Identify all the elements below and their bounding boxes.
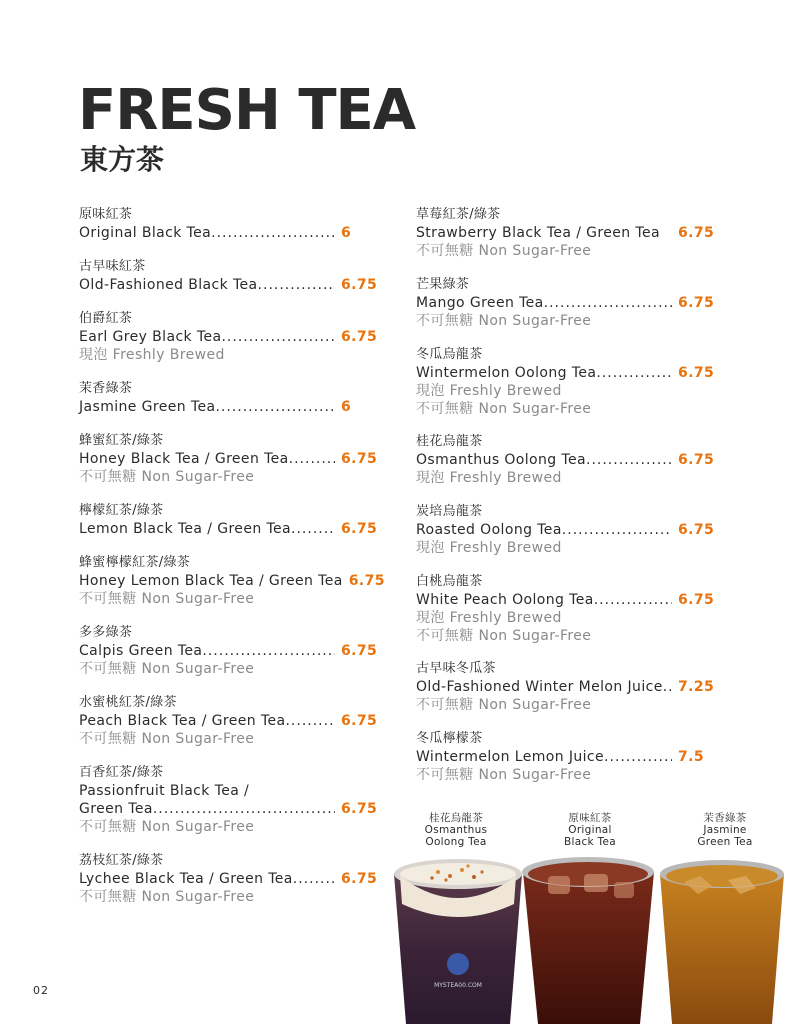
item-price: 6: [341, 225, 352, 241]
item-chinese-name: 冬瓜烏龍茶: [416, 347, 483, 362]
item-price: 6: [341, 399, 352, 415]
item-note: 不可無糖 Non Sugar-Free: [416, 401, 592, 417]
item-chinese-name: 白桃烏龍茶: [416, 574, 483, 589]
item-name: Peach Black Tea / Green Tea: [79, 713, 286, 729]
item-name: Strawberry Black Tea / Green Tea: [416, 225, 660, 241]
item-note: 現泡 Freshly Brewed: [416, 383, 562, 399]
item-chinese-name: 炭培烏龍茶: [416, 504, 483, 519]
item-name: Lemon Black Tea / Green Tea: [79, 521, 292, 537]
jasmine-green-tea-cup: [660, 860, 784, 1024]
menu-item: [416, 276, 716, 330]
item-name: Lychee Black Tea / Green Tea: [79, 871, 293, 887]
menu-item: [416, 730, 716, 784]
menu-item: [416, 346, 716, 418]
item-price: 6.75: [341, 871, 378, 887]
item-note: 現泡 Freshly Brewed: [79, 347, 225, 363]
item-price: 6.75: [341, 451, 378, 467]
menu-item: [416, 660, 716, 714]
item-name: Old-Fashioned Black Tea: [79, 277, 258, 293]
item-name-first-line: Passionfruit Black Tea /: [79, 783, 250, 799]
item-price: 6.75: [678, 522, 715, 538]
item-price: 6.75: [341, 801, 378, 817]
tea-cups-photo: [388, 852, 791, 1024]
item-chinese-name: 古早味紅茶: [79, 259, 146, 274]
menu-item: [79, 206, 379, 242]
menu-item: [416, 206, 716, 260]
item-name: Old-Fashioned Winter Melon Juice: [416, 679, 663, 695]
item-note: 不可無糖 Non Sugar-Free: [79, 661, 255, 677]
item-price: 6.75: [678, 592, 715, 608]
menu-item: [416, 433, 716, 487]
item-chinese-name: 茉香綠茶: [79, 381, 133, 396]
item-chinese-name: 草莓紅茶/綠茶: [416, 207, 501, 222]
item-price: 6.75: [341, 521, 378, 537]
item-chinese-name: 水蜜桃紅茶/綠茶: [79, 695, 177, 710]
item-chinese-name: 百香紅茶/綠茶: [79, 765, 164, 780]
cup-logo-text: MYSTEA00.COM: [434, 982, 482, 989]
item-price: 6.75: [678, 365, 715, 381]
item-chinese-name: 原味紅茶: [79, 207, 133, 222]
menu-item: [79, 624, 379, 678]
item-note: 不可無糖 Non Sugar-Free: [416, 767, 592, 783]
item-price: 7.25: [678, 679, 715, 695]
item-chinese-name: 蜂蜜檸檬紅茶/綠茶: [79, 555, 191, 570]
item-price: 6.75: [678, 225, 715, 241]
menu-item: [79, 258, 379, 294]
item-note: 不可無糖 Non Sugar-Free: [416, 243, 592, 259]
menu-item: [79, 432, 379, 486]
item-note: 不可無糖 Non Sugar-Free: [79, 731, 255, 747]
item-price: 7.5: [678, 749, 705, 765]
item-chinese-name: 桂花烏龍茶: [416, 434, 483, 449]
item-price: 6.75: [341, 277, 378, 293]
item-name: Original Black Tea: [79, 225, 212, 241]
item-note: 不可無糖 Non Sugar-Free: [79, 469, 255, 485]
item-name: Osmanthus Oolong Tea: [416, 452, 586, 468]
item-note: 不可無糖 Non Sugar-Free: [416, 313, 592, 329]
photo-label-jasmine: 茉香綠茶 Jasmine Green Tea: [697, 812, 753, 848]
item-price: 6.75: [341, 713, 378, 729]
item-name: Jasmine Green Tea: [79, 399, 216, 415]
page-title: FRESH TEA: [78, 78, 416, 143]
item-name: Honey Lemon Black Tea / Green Tea: [79, 573, 343, 589]
item-chinese-name: 荔枝紅茶/綠茶: [79, 853, 164, 868]
menu-item: [79, 380, 379, 416]
item-price: 6.75: [678, 452, 715, 468]
page-number: 02: [33, 984, 49, 997]
item-name: Wintermelon Oolong Tea: [416, 365, 597, 381]
item-chinese-name: 古早味冬瓜茶: [416, 661, 496, 676]
item-price: 6.75: [348, 573, 385, 589]
item-name: Calpis Green Tea: [79, 643, 203, 659]
item-note: 不可無糖 Non Sugar-Free: [416, 697, 592, 713]
menu-item: [79, 502, 379, 538]
item-note: 現泡 Freshly Brewed: [416, 470, 562, 486]
item-name: White Peach Oolong Tea: [416, 592, 594, 608]
item-chinese-name: 檸檬紅茶/綠茶: [79, 503, 164, 518]
item-chinese-name: 伯爵紅茶: [79, 311, 133, 326]
item-note: 不可無糖 Non Sugar-Free: [79, 819, 255, 835]
photo-label-osmanthus: 桂花烏龍茶 Osmanthus Oolong Tea: [424, 812, 488, 848]
item-note: 不可無糖 Non Sugar-Free: [79, 889, 255, 905]
menu-item: [79, 852, 379, 906]
item-name: Roasted Oolong Tea: [416, 522, 562, 538]
item-chinese-name: 冬瓜檸檬茶: [416, 731, 483, 746]
item-chinese-name: 芒果綠茶: [416, 277, 470, 292]
menu-item: [79, 694, 379, 748]
item-price: 6.75: [341, 643, 378, 659]
item-chinese-name: 蜂蜜紅茶/綠茶: [79, 433, 164, 448]
item-name: Honey Black Tea / Green Tea: [79, 451, 289, 467]
item-name: Earl Grey Black Tea: [79, 329, 222, 345]
menu-item: [416, 503, 716, 557]
photo-label-original: 原味紅茶 Original Black Tea: [564, 812, 616, 848]
item-note: 不可無糖 Non Sugar-Free: [79, 591, 255, 607]
menu-item: [79, 764, 379, 836]
item-note: 現泡 Freshly Brewed: [416, 540, 562, 556]
item-price: 6.75: [678, 295, 715, 311]
item-chinese-name: 多多綠茶: [79, 625, 133, 640]
item-name: Green Tea: [79, 801, 153, 817]
page-subtitle-chinese: 東方茶: [80, 143, 165, 176]
item-price: 6.75: [341, 329, 378, 345]
item-name: Mango Green Tea: [416, 295, 544, 311]
item-note: 不可無糖 Non Sugar-Free: [416, 628, 592, 644]
menu-item: [79, 554, 385, 608]
item-name: Wintermelon Lemon Juice: [416, 749, 605, 765]
item-note: 現泡 Freshly Brewed: [416, 610, 562, 626]
menu-item: [79, 310, 379, 364]
original-black-tea-cup: [522, 857, 654, 1024]
menu-item: [416, 573, 716, 645]
osmanthus-oolong-tea-cup: [394, 859, 522, 1024]
